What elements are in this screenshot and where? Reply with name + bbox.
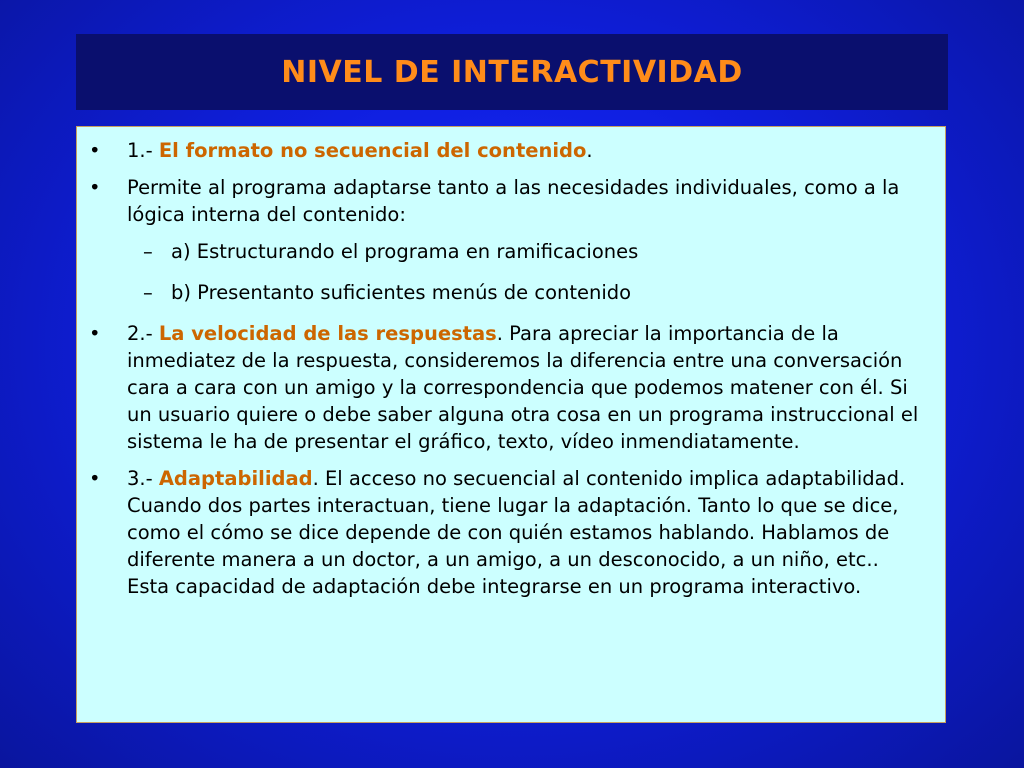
list-item: • Permite al programa adaptarse tanto a las necesidades individuales, como a la lógica interna del contenido: [89,176,900,226]
bullet-list [77,137,945,610]
content-panel [76,126,946,723]
bullet-icon: • [89,467,101,490]
dash-icon: – [143,281,153,304]
list-item: • 3.- Adaptabilidad. El acceso no secuencial al contenido implica adaptabilidad. Cuando dos partes interactuan, tiene lugar la adaptación. Tanto lo que se dice, como el cómo se dice depende de con quién estamos hablando. Hablamos de diferente manera a un doctor, a un amigo, a un desconocido, a un niño, etc.. Esta capacidad de adaptación debe integrarse en un programa interactivo. [89,467,906,598]
bullet-icon: • [89,139,101,162]
dash-icon: – [143,240,153,263]
list-item: • 2.- La velocidad de las respuestas. Para apreciar la importancia de la inmediatez de la respuesta, consideremos la diferencia entre una conversación cara a cara con un amigo y la correspondencia que podemos matener con él. Si un usuario quiere o debe saber alguna otra cosa en un programa instruccional el sistema le ha de presentar el gráfico, texto, vídeo inmendiatamente. [89,322,919,453]
bullet-icon: • [89,176,101,199]
title-banner [76,34,948,110]
slide-title: NIVEL DE INTERACTIVIDAD [281,54,743,90]
highlight-text: El formato no secuencial del contenido [158,139,587,162]
highlight-text: La velocidad de las respuestas [158,322,497,345]
list-item: • 1.- El formato no secuencial del contenido. [89,139,593,162]
sub-list-item: – a) Estructurando el programa en ramificaciones [143,240,639,263]
highlight-text: Adaptabilidad [158,467,313,490]
bullet-icon: • [89,322,101,345]
sub-list-item: – b) Presentanto suficientes menús de contenido [143,281,632,304]
